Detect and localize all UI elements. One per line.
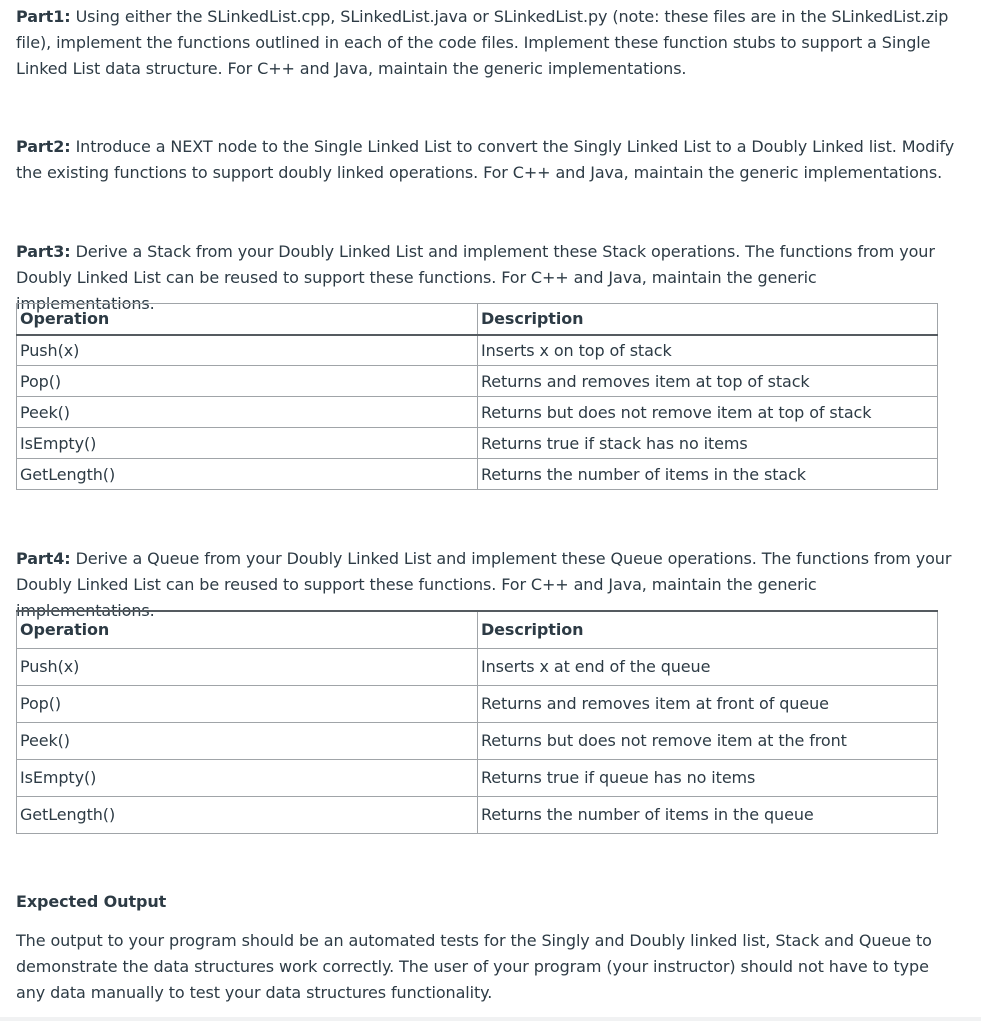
table-row: [17, 366, 938, 397]
operation-cell: Pop(): [17, 366, 478, 397]
operation-header: Operation: [17, 304, 478, 335]
description-cell: Inserts x on top of stack: [478, 335, 938, 366]
operation-cell: Peek(): [17, 397, 478, 428]
table-row: [17, 648, 938, 685]
description-cell: Returns the number of items in the queue: [478, 796, 938, 833]
part2-label: Part2:: [16, 137, 71, 156]
part2-paragraph: [16, 134, 956, 186]
table-row: [17, 796, 938, 833]
operation-cell: Push(x): [17, 335, 478, 366]
table-row: [17, 685, 938, 722]
table-header-row: [17, 611, 938, 648]
table-row: [17, 459, 938, 490]
description-cell: Returns but does not remove item at top of stack: [478, 397, 938, 428]
bottom-divider: [0, 1017, 981, 1021]
expected-output-heading: [16, 889, 956, 915]
operation-cell: GetLength(): [17, 796, 478, 833]
part1-text: Using either the SLinkedList.cpp, SLinkedList.java or SLinkedList.py (note: these files are in the SLinkedList.zip file), implement the functions outlined in each of the code files. Implement these function stubs to support a Single Linked List data structure. For C++ and Java, maintain the generic implementations.: [16, 7, 949, 78]
table-header-row: [17, 304, 938, 335]
table-row: [17, 335, 938, 366]
expected-output-heading-text: Expected Output: [16, 892, 167, 911]
description-header: Description: [478, 611, 938, 648]
description-cell: Returns but does not remove item at the front: [478, 722, 938, 759]
table-row: [17, 397, 938, 428]
part2-text: Introduce a NEXT node to the Single Linked List to convert the Singly Linked List to a Doubly Linked list. Modify the existing functions to support doubly linked operations. For C++ and Java, maintain the generic implementations.: [16, 137, 955, 182]
operation-cell: IsEmpty(): [17, 428, 478, 459]
operation-cell: Push(x): [17, 648, 478, 685]
stack-operations-table: [16, 303, 938, 490]
operation-header: Operation: [17, 611, 478, 648]
description-cell: Returns and removes item at top of stack: [478, 366, 938, 397]
description-header: Description: [478, 304, 938, 335]
part1-paragraph: [16, 4, 956, 82]
part1-label: Part1:: [16, 7, 71, 26]
description-cell: Returns true if queue has no items: [478, 759, 938, 796]
description-cell: Returns the number of items in the stack: [478, 459, 938, 490]
part4-label: Part4:: [16, 549, 71, 568]
table-row: [17, 428, 938, 459]
queue-operations-table: [16, 610, 938, 834]
operation-cell: Pop(): [17, 685, 478, 722]
description-cell: Returns true if stack has no items: [478, 428, 938, 459]
description-cell: Returns and removes item at front of queue: [478, 685, 938, 722]
part3-text: Derive a Stack from your Doubly Linked List and implement these Stack operations. The functions from your Doubly Linked List can be reused to support these functions. For C++ and Java, maintain the generic implementations.: [16, 242, 935, 313]
operation-cell: Peek(): [17, 722, 478, 759]
part4-text: Derive a Queue from your Doubly Linked List and implement these Queue operations. The functions from your Doubly Linked List can be reused to support these functions. For C++ and Java, maintain the generic implementations.: [16, 549, 952, 620]
description-cell: Inserts x at end of the queue: [478, 648, 938, 685]
operation-cell: IsEmpty(): [17, 759, 478, 796]
operation-cell: GetLength(): [17, 459, 478, 490]
expected-output-paragraph: The output to your program should be an automated tests for the Singly and Doubly linked list, Stack and Queue to demonstrate the data structures work correctly. The user of your program (your instructor) should not have to type any data manually to test your data structures functionality.: [16, 931, 932, 1002]
part3-label: Part3:: [16, 242, 71, 261]
table-row: [17, 722, 938, 759]
table-row: [17, 759, 938, 796]
